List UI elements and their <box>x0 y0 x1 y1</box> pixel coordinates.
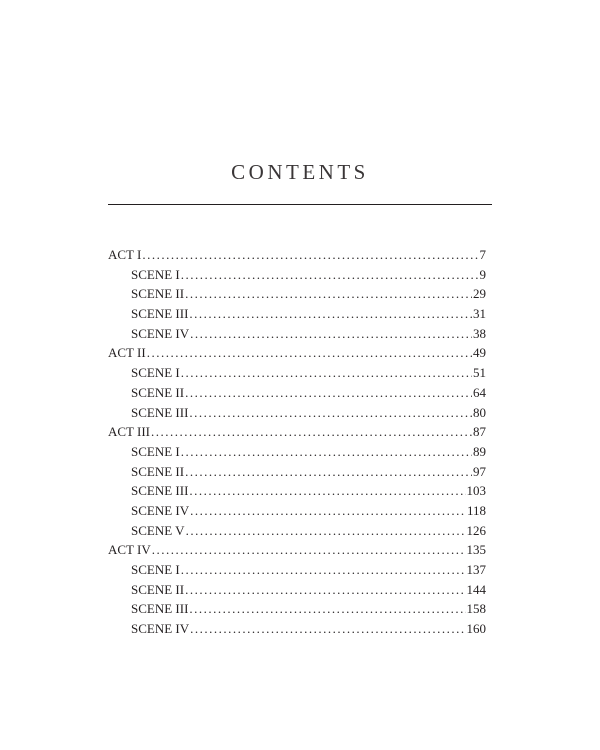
toc-entry-scene[interactable] <box>108 265 486 285</box>
toc-entry-label: SCENE III <box>131 483 189 499</box>
toc-entry-label: SCENE II <box>131 286 185 302</box>
dot-leader <box>189 403 472 423</box>
toc-entry-page: 89 <box>473 443 486 459</box>
toc-entry-label: SCENE II <box>131 581 185 597</box>
toc-entry-page: 49 <box>473 345 486 361</box>
toc-entry-scene[interactable] <box>108 284 486 304</box>
toc-entry-page: 80 <box>473 404 486 420</box>
dot-leader <box>181 442 472 462</box>
toc-entry-page: 29 <box>473 286 486 302</box>
toc-entry-label: ACT II <box>108 345 146 361</box>
toc-entry-scene[interactable] <box>108 442 486 462</box>
toc-entry-page: 135 <box>466 542 486 558</box>
toc-entry-label: SCENE V <box>131 522 185 538</box>
toc-entry-page: 160 <box>466 621 486 637</box>
toc-entry-page: 97 <box>473 463 486 479</box>
toc-entry-scene[interactable] <box>108 304 486 324</box>
dot-leader <box>186 521 466 541</box>
toc-entry-label: ACT I <box>108 247 142 262</box>
toc-entry-scene[interactable] <box>108 560 486 580</box>
toc-entry-scene[interactable] <box>108 481 486 501</box>
dot-leader <box>152 540 466 560</box>
toc-entry-label: SCENE III <box>131 601 189 617</box>
toc-entry-scene[interactable] <box>108 580 486 600</box>
dot-leader <box>142 245 478 265</box>
dot-leader <box>190 501 466 521</box>
toc-entry-scene[interactable] <box>108 619 486 639</box>
toc-entry-page: 51 <box>473 365 486 381</box>
toc-entry-scene[interactable] <box>108 599 486 619</box>
dot-leader <box>185 284 472 304</box>
toc-entry-label: SCENE I <box>131 365 180 381</box>
toc-entry-label: ACT III <box>108 424 151 440</box>
toc-entry-page: 144 <box>466 581 486 597</box>
toc-entry-label: SCENE I <box>131 443 180 459</box>
dot-leader <box>190 324 472 344</box>
dot-leader <box>189 481 465 501</box>
dot-leader <box>181 560 466 580</box>
dot-leader <box>185 580 465 600</box>
toc-entry-page: 158 <box>466 601 486 617</box>
toc-entry-page: 126 <box>466 522 486 538</box>
table-of-contents <box>108 245 486 639</box>
dot-leader <box>185 462 472 482</box>
toc-entry-act[interactable] <box>108 245 486 265</box>
toc-entry-page: 87 <box>473 424 486 440</box>
toc-entry-label: SCENE I <box>131 562 180 577</box>
toc-entry-act[interactable] <box>108 540 486 560</box>
toc-entry-scene[interactable] <box>108 521 486 541</box>
dot-leader <box>185 383 472 403</box>
dot-leader <box>147 343 472 363</box>
dot-leader <box>189 599 465 619</box>
dot-leader <box>190 619 465 639</box>
toc-entry-label: SCENE IV <box>131 502 190 518</box>
dot-leader <box>181 363 472 383</box>
toc-entry-scene[interactable] <box>108 462 486 482</box>
title-divider <box>108 204 492 205</box>
toc-entry-label: SCENE III <box>131 306 189 322</box>
page-title: CONTENTS <box>231 160 369 184</box>
toc-entry-label: SCENE III <box>131 404 189 420</box>
dot-leader <box>189 304 472 324</box>
toc-entry-page: 9 <box>479 266 486 282</box>
toc-entry-label: SCENE II <box>131 463 185 479</box>
toc-entry-page: 64 <box>473 384 486 400</box>
toc-entry-label: SCENE II <box>131 384 185 400</box>
toc-entry-scene[interactable] <box>108 501 486 521</box>
toc-entry-label: SCENE IV <box>131 621 190 637</box>
toc-entry-act[interactable] <box>108 422 486 442</box>
toc-entry-page: 31 <box>473 306 486 322</box>
toc-entry-label: SCENE I <box>131 266 180 282</box>
dot-leader <box>151 422 472 442</box>
toc-entry-label: ACT IV <box>108 542 151 558</box>
toc-entry-page: 7 <box>479 247 486 262</box>
toc-entry-page: 118 <box>466 502 486 518</box>
toc-entry-scene[interactable] <box>108 363 486 383</box>
toc-entry-page: 38 <box>473 325 486 341</box>
toc-entry-act[interactable] <box>108 343 486 363</box>
toc-entry-scene[interactable] <box>108 383 486 403</box>
toc-entry-scene[interactable] <box>108 324 486 344</box>
toc-entry-page: 103 <box>466 483 486 499</box>
toc-entry-page: 137 <box>466 562 486 577</box>
dot-leader <box>181 265 479 285</box>
toc-entry-scene[interactable] <box>108 403 486 423</box>
toc-entry-label: SCENE IV <box>131 325 190 341</box>
